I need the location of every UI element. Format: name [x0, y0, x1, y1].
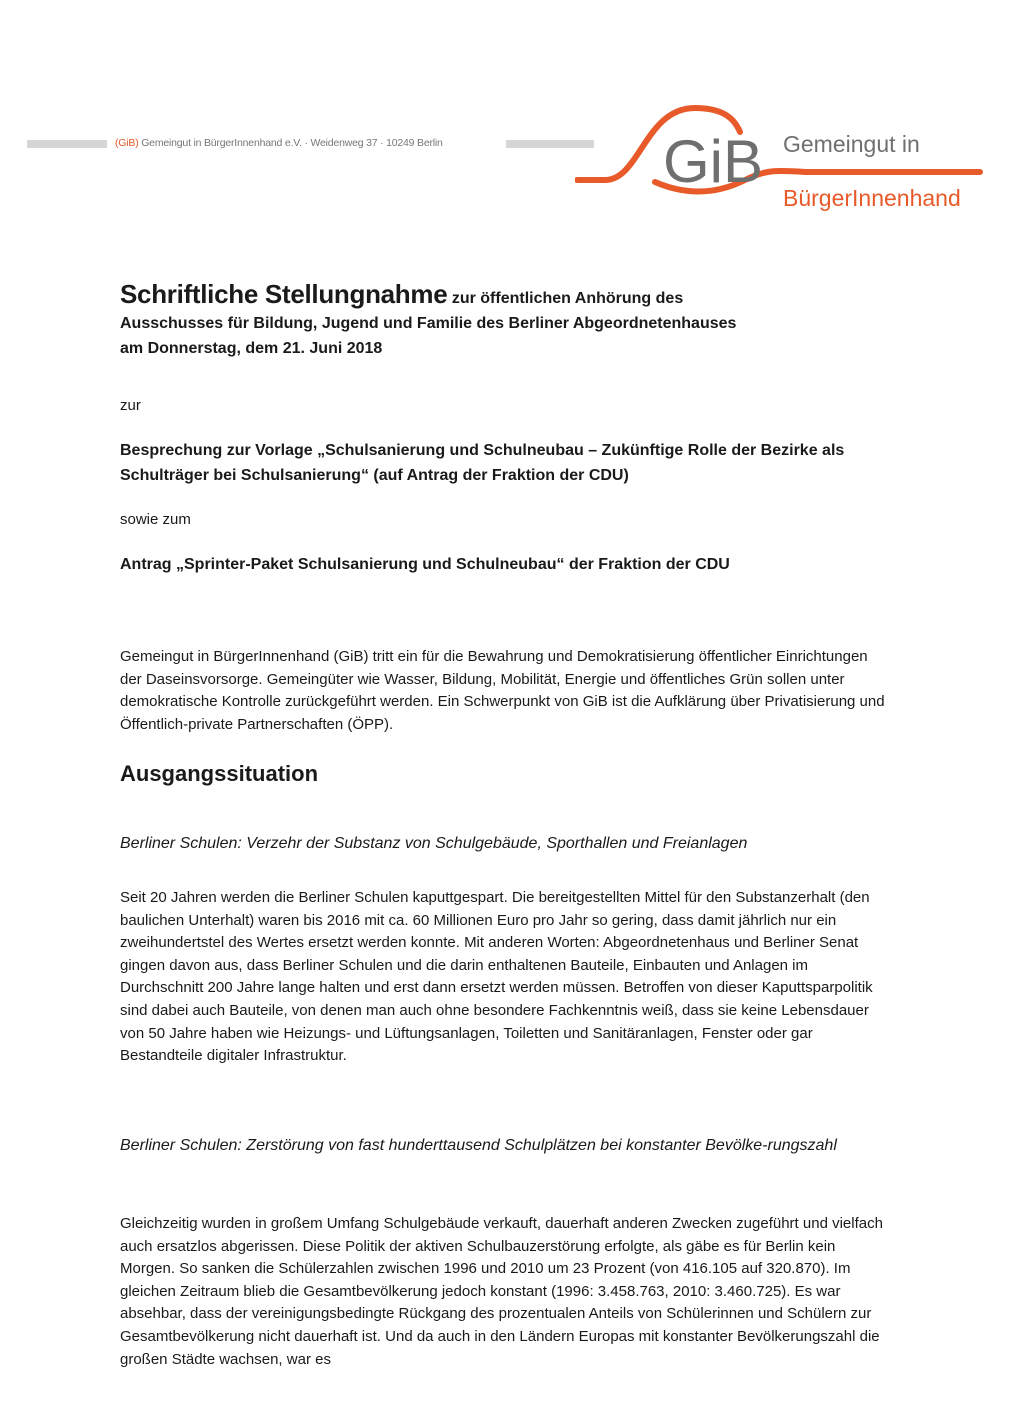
logo-line1: Gemeingut in [783, 131, 920, 157]
address-gib-mark: (GiB) [115, 137, 139, 149]
subsection-heading-1: Berliner Schulen: Verzehr der Substanz von Schulgebäude, Sporthallen und Freianlagen [120, 835, 748, 852]
paragraph-1: Seit 20 Jahren werden die Berliner Schulen kaputtgespart. Die bereitgestellten Mittel für den Substanzerhalt (den baulichen Unterhalt) waren bis 2016 mit ca. 60 Millionen Euro pro Jahr so gering, dass damit jährlich nur ein zweihundertstel des Wertes ersetzt werden konnte. Mit anderen Worten: Abgeordnetenhaus und Berliner Senat gingen davon aus, dass Berliner Schulen und die darin enthaltenen Bauteile, Einbauten und Anlagen im Durchschnitt 200 Jahre lange halten und erst dann ersetzt werden müssen. Betroffen von dieser Kaputtsparpolitik sind dabei auch Bauteile, von denen man auch ohne besondere Fachkenntnis weiß, dass sie keine Lebensdauer von 50 Jahre haben wie Heizungs- und Lüftungsanlagen, Toiletten und Sanitäranlagen, Fenster oder gar Bestandteile digitaler Infrastruktur. [120, 889, 873, 1065]
section-heading: Ausgangssituation [120, 761, 319, 786]
gib-logo [575, 100, 985, 215]
title-line3: am Donnerstag, dem 21. Juni 2018 [120, 340, 383, 357]
paragraph-2: Gleichzeitig wurden in großem Umfang Schulgebäude verkauft, dauerhaft anderen Zwecken zugeführt und vielfach auch ersatzlos abgerissen. Diese Politik der aktiven Schulbauzerstörung erfolgte, als gäbe es für Berlin kein Morgen. So sanken die Schülerzahlen zwischen 1996 und 2010 um 23 Prozent (von 416.105 auf 320.870). Im gleichen Zeitraum blieb die Gesamtbevölkerung jedoch konstant (1996: 3.458.763, 2010: 3.460.725). Es war absehbar, dass der vereinigungsbedingte Rückgang des prozentualen Anteils von Schülerinnen und Schülern zur Gesamtbevölkerung nicht dauerhaft ist. Und da auch in den Ländern Europas mit konstanter Bevölkerungszahl die großen Städte wachsen, war es [120, 1215, 883, 1368]
title-main: Schriftliche Stellungnahme [120, 279, 448, 309]
logo-initials: GiB [663, 128, 764, 195]
document-title [120, 279, 890, 361]
intro-paragraph: Gemeingut in BürgerInnenhand (GiB) tritt ein für die Bewahrung und Demokratisierung öffentlicher Einrichtungen der Daseinsvorsorge. Gemeingüter wie Wasser, Bildung, Mobilität, Energie und öffentliches Grün sollen unter demokratische Kontrolle zurückgeführt werden. Ein Schwerpunkt von GiB ist die Aufklärung über Privatisierung und Öffentlich-private Partnerschaften (ÖPP). [120, 648, 885, 733]
zur-label: zur [120, 397, 141, 414]
sender-address [115, 137, 443, 149]
sowie-label: sowie zum [120, 511, 191, 528]
logo-line2: BürgerInnenhand [783, 185, 961, 211]
subject-1: Besprechung zur Vorlage „Schulsanierung und Schulneubau – Zukünftige Rolle der Bezirke als Schulträger bei Schulsanierung“ (auf Antrag der Fraktion der CDU) [120, 442, 845, 484]
subsection-heading-2: Berliner Schulen: Zerstörung von fast hunderttausend Schulplätzen bei konstanter Bevölke-rungszahl [120, 1137, 837, 1154]
header-rule-left [27, 140, 107, 148]
title-line2: Ausschusses für Bildung, Jugend und Familie des Berliner Abgeordnetenhauses [120, 315, 737, 332]
title-rest: zur öffentlichen Anhörung des [447, 290, 684, 307]
address-text: Gemeingut in BürgerInnenhand e.V. · Weidenweg 37 · 10249 Berlin [141, 137, 443, 149]
subject-2: Antrag „Sprinter-Paket Schulsanierung und Schulneubau“ der Fraktion der CDU [120, 556, 730, 573]
